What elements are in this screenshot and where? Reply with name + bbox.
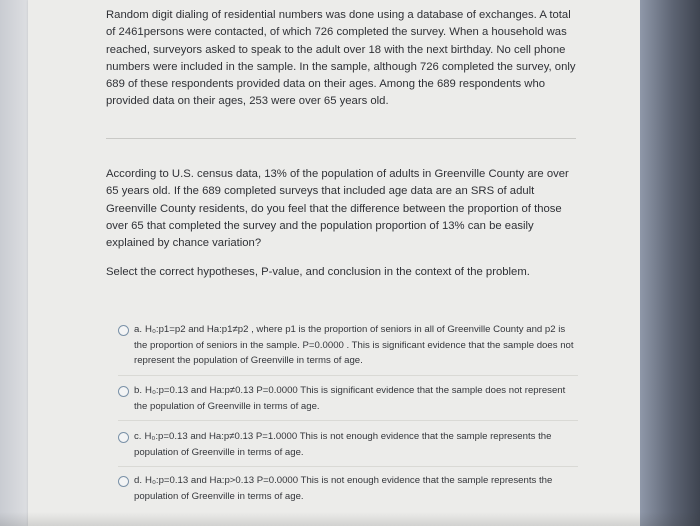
section-divider: [106, 138, 576, 139]
radio-button-b[interactable]: [118, 386, 129, 397]
answer-option-c[interactable]: [118, 429, 578, 460]
question-instructions: Select the correct hypotheses, P-value, and conclusion in the context of the problem.: [106, 266, 530, 278]
option-a-label: a.: [134, 324, 143, 335]
radio-button-c[interactable]: [118, 432, 129, 443]
radio-button-a[interactable]: [118, 325, 129, 336]
question-paragraph-2: According to U.S. census data, 13% of the population of adults in Greenville County are over 65 years old. If the 689 completed surveys that included age data are an SRS of adult Greenville County residents, do you feel that the difference between the proportion of those over 65 that completed the survey and the population proportion of 13% can be easily explained by chance variation?: [106, 168, 569, 250]
option-c-text: H₀:p=0.13 and Ha:p≠0.13 P=1.0000 This is not enough evidence that the sample represents the population of Greenville in terms of age.: [134, 431, 552, 458]
answer-option-b[interactable]: [118, 383, 578, 414]
option-c-label: c.: [134, 431, 142, 442]
option-separator: [118, 466, 578, 467]
option-b-text: H₀:p=0.13 and Ha:p≠0.13 P=0.0000 This is significant evidence that the sample does not represent the population of Greenville in terms of age.: [134, 385, 566, 412]
question-paragraph-1: Random digit dialing of residential numbers was done using a database of exchanges. A total of 2461persons were contacted, of which 726 completed the survey. When a household was reached, surveyors asked to speak to the adult over 18 with the next birthday. No cell phone numbers were included in the sample. In the sample, although 726 completed the survey, only 689 of these respondents provided data on their ages. Among the 689 respondents who provided data on their ages, 253 were over 65 years old.: [106, 9, 576, 108]
monitor-bezel: [640, 0, 700, 526]
option-d-label: d.: [134, 475, 143, 486]
option-d-text: H₀:p=0.13 and Ha:p>0.13 P=0.0000 This is not enough evidence that the sample represents the population of Greenville in terms of age.: [134, 475, 553, 502]
answer-option-a[interactable]: [118, 322, 578, 369]
option-b-label: b.: [134, 385, 143, 396]
answer-option-d[interactable]: [118, 473, 578, 504]
quiz-page: [28, 0, 640, 526]
radio-button-d[interactable]: [118, 476, 129, 487]
option-a-text: H₀:p1=p2 and Ha:p1≠p2 , where p1 is the proportion of seniors in all of Greenville County and p2 is the proportion of seniors in the sample. P=0.0000 . This is significant evidence that the sample does not represent the population of Greenville in terms of age.: [134, 324, 574, 366]
option-separator: [118, 375, 578, 376]
option-separator: [118, 420, 578, 421]
